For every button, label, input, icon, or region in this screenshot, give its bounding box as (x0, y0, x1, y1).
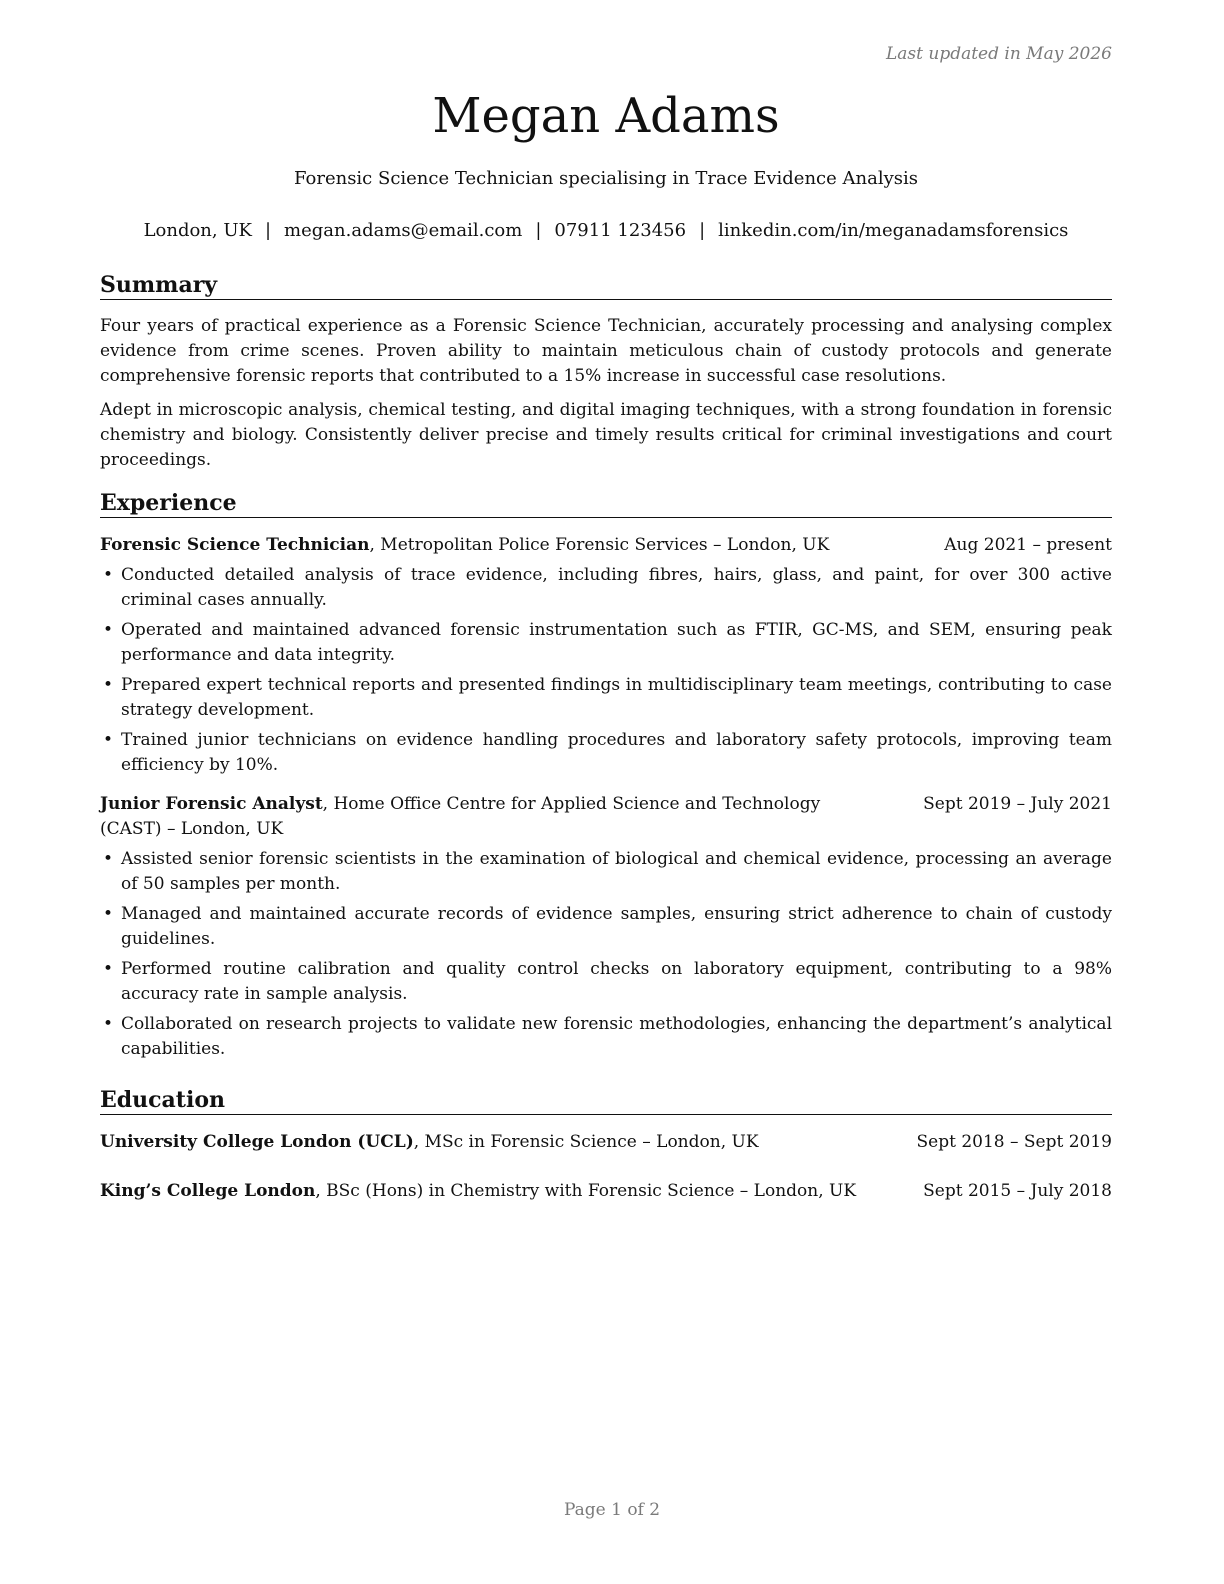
contact-line (100, 219, 1112, 243)
bullet-text: Managed and maintained accurate records of evidence samples, ensuring strict adherence to chain of custody guidelines. (121, 904, 1112, 949)
bullet-text: Prepared expert technical reports and presented findings in multidisciplinary team meetings, contributing to case strategy development. (121, 675, 1112, 720)
job-organisation: , Home Office Centre for Applied Science and Technology (CAST) – London, UK (100, 794, 821, 839)
list-item (100, 673, 1112, 723)
summary-paragraph: Four years of practical experience as a Forensic Science Technician, accurately processing and analysing complex evidence from crime scenes. Proven ability to maintain meticulous chain of custody protocols and generate comprehensive forensic reports that contributed to a 15% increase in successful case resolutions. (100, 316, 1112, 386)
education-dates: Sept 2018 – Sept 2019 (916, 1132, 1112, 1152)
summary-section (100, 272, 1112, 473)
job-entry (100, 792, 1112, 1062)
education-detail: , BSc (Hons) in Chemistry with Forensic Science – London, UK (315, 1181, 857, 1201)
contact-separator: | (699, 220, 706, 241)
job-dates: Sept 2019 – July 2021 (923, 794, 1112, 814)
job-entry (100, 533, 1112, 778)
contact-separator: | (535, 220, 542, 241)
bullet-icon: • (103, 959, 114, 979)
experience-section (100, 490, 1112, 1067)
bullet-icon: • (103, 675, 114, 695)
bullet-text: Assisted senior forensic scientists in the examination of biological and chemical evidence, processing an average of 50 samples per month. (121, 849, 1112, 894)
education-entry (100, 1179, 1112, 1204)
experience-heading: Experience (100, 490, 1112, 518)
bullet-icon: • (103, 730, 114, 750)
job-bullets (100, 847, 1112, 1062)
job-role: Junior Forensic Analyst (100, 794, 323, 814)
list-item (100, 618, 1112, 668)
bullet-icon: • (103, 849, 114, 869)
list-item (100, 728, 1112, 778)
education-entry (100, 1130, 1112, 1155)
job-dates: Aug 2021 – present (944, 535, 1112, 555)
summary-paragraph: Adept in microscopic analysis, chemical testing, and digital imaging techniques, with a strong foundation in forensic chemistry and biology. Consistently deliver precise and timely results critical for criminal investigations and court proceedings. (100, 400, 1112, 470)
education-section (100, 1087, 1112, 1204)
bullet-text: Conducted detailed analysis of trace evidence, including fibres, hairs, glass, and paint, for over 300 active criminal cases annually. (121, 565, 1112, 610)
job-header (100, 792, 1112, 842)
list-item (100, 847, 1112, 897)
bullet-text: Trained junior technicians on evidence handling procedures and laboratory safety protocols, improving team efficiency by 10%. (121, 730, 1112, 775)
education-heading: Education (100, 1087, 1112, 1115)
list-item (100, 902, 1112, 952)
contact-separator: | (264, 220, 272, 241)
education-school: King’s College London (100, 1181, 316, 1201)
contact-phone[interactable]: 07911 123456 (554, 220, 687, 241)
contact-email[interactable]: megan.adams@email.com (284, 220, 523, 241)
list-item (100, 1012, 1112, 1062)
bullet-text: Collaborated on research projects to validate new forensic methodologies, enhancing the department’s analytical capabilities. (121, 1014, 1112, 1059)
bullet-text: Performed routine calibration and quality control checks on laboratory equipment, contributing to a 98% accuracy rate in sample analysis. (121, 959, 1112, 1004)
job-organisation: , Metropolitan Police Forensic Services – London, UK (369, 535, 830, 555)
job-bullets (100, 563, 1112, 778)
bullet-text: Operated and maintained advanced forensic instrumentation such as FTIR, GC-MS, and SEM, ensuring peak performance and data integrity. (121, 620, 1112, 665)
contact-linkedin[interactable]: linkedin.com/in/meganadamsforensics (718, 220, 1069, 241)
page-number: Page 1 of 2 (563, 1500, 661, 1520)
bullet-icon: • (103, 565, 114, 585)
education-detail: , MSc in Forensic Science – London, UK (413, 1132, 759, 1152)
education-school: University College London (UCL) (100, 1132, 414, 1152)
list-item (100, 563, 1112, 613)
job-header (100, 533, 1112, 558)
last-updated: Last updated in May 2026 (885, 44, 1112, 64)
bullet-icon: • (103, 620, 114, 640)
contact-location: London, UK (143, 220, 252, 241)
bullet-icon: • (103, 1014, 114, 1034)
summary-heading: Summary (100, 272, 1112, 300)
tagline: Forensic Science Technician specialising in Trace Evidence Analysis (294, 168, 918, 189)
education-dates: Sept 2015 – July 2018 (923, 1181, 1112, 1201)
candidate-name: Megan Adams (432, 88, 780, 144)
job-role: Forensic Science Technician (100, 535, 370, 555)
list-item (100, 957, 1112, 1007)
bullet-icon: • (103, 904, 114, 924)
